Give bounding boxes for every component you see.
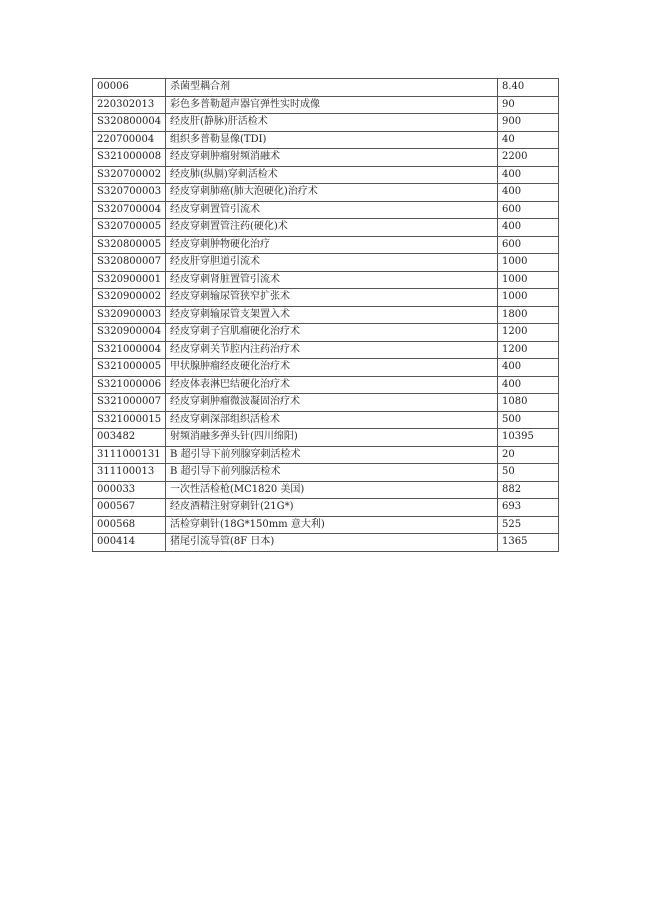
table-row	[93, 411, 559, 429]
table-row	[93, 499, 559, 517]
table-row	[93, 324, 559, 342]
item-name-cell: 经皮肺(纵膈)穿刺活检术	[166, 166, 498, 184]
item-price-cell: 882	[498, 481, 559, 499]
item-price-cell: 1000	[498, 289, 559, 307]
item-price-cell: 500	[498, 411, 559, 429]
item-name-cell: 组织多普勒显像(TDI)	[166, 131, 498, 149]
item-price-cell: 600	[498, 201, 559, 219]
item-name-cell: 活检穿刺针(18G*150mm 意大利)	[166, 516, 498, 534]
table-row	[93, 534, 559, 552]
item-code-cell: 3111000131	[93, 446, 166, 464]
item-code-cell: 000567	[93, 499, 166, 517]
item-code-cell: S320900001	[93, 271, 166, 289]
item-price-cell: 693	[498, 499, 559, 517]
table-row	[93, 201, 559, 219]
item-code-cell: S320800004	[93, 114, 166, 132]
table-row	[93, 96, 559, 114]
item-price-cell: 900	[498, 114, 559, 132]
item-name-cell: 杀菌型耦合剂	[166, 79, 498, 97]
item-price-cell: 400	[498, 184, 559, 202]
item-price-cell: 1365	[498, 534, 559, 552]
item-code-cell: S320700005	[93, 219, 166, 237]
item-price-cell: 8.40	[498, 79, 559, 97]
item-price-cell: 525	[498, 516, 559, 534]
item-name-cell: 彩色多普勒超声器官弹性实时成像	[166, 96, 498, 114]
item-code-cell: S321000007	[93, 394, 166, 412]
item-name-cell: 经皮穿刺子宫肌瘤硬化治疗术	[166, 324, 498, 342]
item-price-cell: 40	[498, 131, 559, 149]
item-name-cell: 经皮酒精注射穿刺针(21G*)	[166, 499, 498, 517]
item-name-cell: 经皮穿刺深部组织活检术	[166, 411, 498, 429]
item-name-cell: 射频消融多弹头针(四川绵阳)	[166, 429, 498, 447]
item-code-cell: S321000015	[93, 411, 166, 429]
item-price-cell: 20	[498, 446, 559, 464]
item-price-cell: 2200	[498, 149, 559, 167]
fee-table-body	[93, 79, 559, 552]
item-name-cell: 经皮肝穿胆道引流术	[166, 254, 498, 272]
table-row	[93, 219, 559, 237]
item-name-cell: 经皮穿刺肺癌(肺大泡硬化)治疗术	[166, 184, 498, 202]
table-row	[93, 166, 559, 184]
table-row	[93, 114, 559, 132]
item-code-cell: S321000004	[93, 341, 166, 359]
table-row	[93, 184, 559, 202]
table-row	[93, 254, 559, 272]
item-price-cell: 1000	[498, 254, 559, 272]
item-code-cell: 000414	[93, 534, 166, 552]
table-row	[93, 271, 559, 289]
item-code-cell: 220302013	[93, 96, 166, 114]
item-code-cell: 311100013	[93, 464, 166, 482]
item-code-cell: S321000005	[93, 359, 166, 377]
fee-table	[92, 78, 559, 552]
table-row	[93, 394, 559, 412]
table-row	[93, 446, 559, 464]
item-code-cell: 220700004	[93, 131, 166, 149]
item-name-cell: 经皮穿刺置管引流术	[166, 201, 498, 219]
item-name-cell: 经皮穿刺关节腔内注药治疗术	[166, 341, 498, 359]
item-code-cell: S320700004	[93, 201, 166, 219]
item-name-cell: 经皮穿刺肿物硬化治疗	[166, 236, 498, 254]
item-code-cell: S320800005	[93, 236, 166, 254]
item-name-cell: 经皮穿刺输尿管狭窄扩张术	[166, 289, 498, 307]
item-code-cell: 000033	[93, 481, 166, 499]
item-price-cell: 1000	[498, 271, 559, 289]
item-code-cell: 00006	[93, 79, 166, 97]
item-price-cell: 10395	[498, 429, 559, 447]
item-code-cell: S320900003	[93, 306, 166, 324]
item-price-cell: 1200	[498, 341, 559, 359]
item-name-cell: 经皮穿刺置管注药(硬化)术	[166, 219, 498, 237]
table-row	[93, 289, 559, 307]
item-name-cell: 经皮穿刺肾脏置管引流术	[166, 271, 498, 289]
item-code-cell: S321000008	[93, 149, 166, 167]
item-price-cell: 600	[498, 236, 559, 254]
item-code-cell: S321000006	[93, 376, 166, 394]
table-row	[93, 376, 559, 394]
table-row	[93, 236, 559, 254]
item-code-cell: S320900004	[93, 324, 166, 342]
item-name-cell: 经皮穿刺肿瘤微波凝固治疗术	[166, 394, 498, 412]
table-row	[93, 481, 559, 499]
item-name-cell: 一次性活检枪(MC1820 美国)	[166, 481, 498, 499]
table-row	[93, 429, 559, 447]
item-price-cell: 90	[498, 96, 559, 114]
item-code-cell: S320700003	[93, 184, 166, 202]
item-code-cell: S320700002	[93, 166, 166, 184]
table-row	[93, 79, 559, 97]
item-price-cell: 1080	[498, 394, 559, 412]
item-name-cell: 猪尾引流导管(8F 日本)	[166, 534, 498, 552]
item-name-cell: 经皮穿刺肿瘤射频消融术	[166, 149, 498, 167]
item-price-cell: 400	[498, 359, 559, 377]
table-row	[93, 149, 559, 167]
item-name-cell: 经皮体表淋巴结硬化治疗术	[166, 376, 498, 394]
item-code-cell: S320900002	[93, 289, 166, 307]
item-code-cell: 003482	[93, 429, 166, 447]
table-row	[93, 306, 559, 324]
table-row	[93, 131, 559, 149]
item-price-cell: 50	[498, 464, 559, 482]
table-row	[93, 464, 559, 482]
item-code-cell: 000568	[93, 516, 166, 534]
item-price-cell: 1800	[498, 306, 559, 324]
table-row	[93, 341, 559, 359]
item-name-cell: 经皮穿刺输尿管支架置入术	[166, 306, 498, 324]
item-name-cell: B 超引导下前列腺活检术	[166, 464, 498, 482]
item-price-cell: 1200	[498, 324, 559, 342]
table-row	[93, 359, 559, 377]
item-name-cell: B 超引导下前列腺穿刺活检术	[166, 446, 498, 464]
item-code-cell: S320800007	[93, 254, 166, 272]
table-row	[93, 516, 559, 534]
item-price-cell: 400	[498, 166, 559, 184]
item-price-cell: 400	[498, 219, 559, 237]
item-name-cell: 甲状腺肿瘤经皮硬化治疗术	[166, 359, 498, 377]
item-price-cell: 400	[498, 376, 559, 394]
item-name-cell: 经皮肝(静脉)肝活检术	[166, 114, 498, 132]
